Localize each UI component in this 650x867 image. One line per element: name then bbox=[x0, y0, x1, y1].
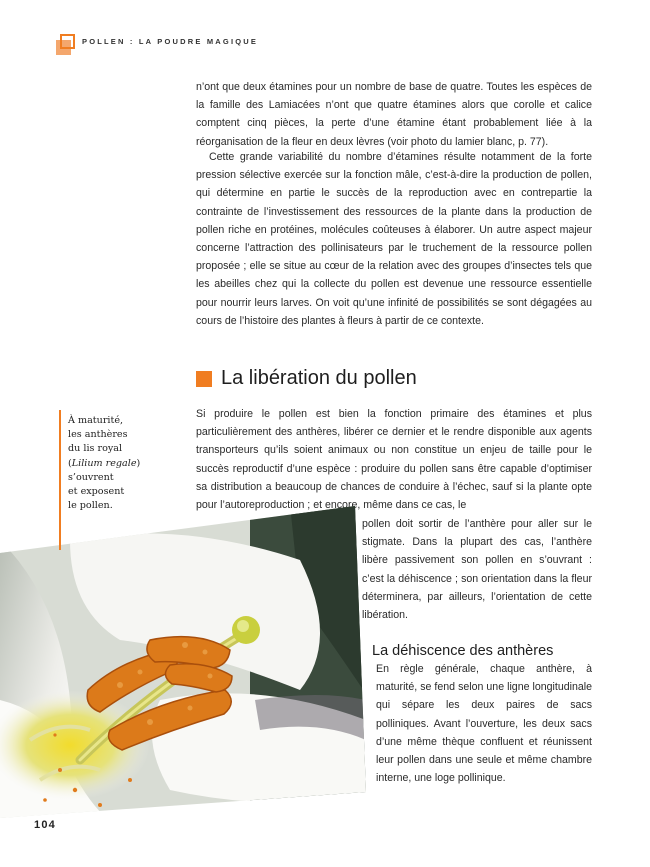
subsection-heading: La déhiscence des anthères bbox=[372, 643, 554, 659]
caption-rule bbox=[59, 410, 61, 550]
body-paragraph-3: Si produire le pollen est bien la fonction primaire des étamines et plus particulièrement des anthères, libérer ce dernier et le rendre disponible aux agents transporteurs qu’ils soient animaux ou non constitue un enjeu de taille pour le succès reproductif d’une espèce : produire du pollen sans être capable d’optimiser sa distribution a beaucoup de chances de conduire à l’échec, sauf si la plante opte pour l’autoreproduction ; et encore, même dans ce cas, le bbox=[196, 408, 592, 512]
running-title: POLLEN : LA POUDRE MAGIQUE bbox=[82, 37, 259, 46]
body-paragraph-4: pollen doit sortir de l’anthère pour aller sur le stigmate. Dans la plupart des cas, l’anthère libère passivement son pollen en s’ouvrant : c’est la déhiscence ; son orientation dans la fleur déterminera, par ailleurs, l’orientation de cette libération. bbox=[362, 518, 592, 622]
photo-caption bbox=[68, 414, 188, 513]
body-paragraph-2: Cette grande variabilité du nombre d’étamines résulte notamment de la forte pression sélective exercée sur la fonction mâle, c’est-à-dire la production de pollen, qui détermine en partie le succès de la reproduction avec en contrepartie la contrainte de l’investissement des ressources de la plante dans la production de pollen riche en protéines, molécules coûteuses à élaborer. Un autre aspect majeur concerne l’attraction des pollinisateurs par le truchement de la ressource pollen proposée ; elle se situe au cœur de la relation avec des groupes d’insectes tels que les abeilles chez qui la collecte du pollen est devenue une ressource essentielle pour nourrir leurs larves. On voit qu’une infinité de possibilités se sont dégagées au cours de l’histoire des plantes à fleurs à partir de ce contexte. bbox=[196, 151, 592, 327]
body-paragraph-5: En règle générale, chaque anthère, à maturité, se fend selon une ligne longitudinale qui sépare les deux paires de sacs polliniques. Avant l’ouverture, les deux sacs d’une même thèque confluent et réunissent leur pollen dans une seule et même chambre interne, une loge pollinique. bbox=[376, 663, 592, 785]
caption-tail: ) s’ouvrent et exposent le pollen. bbox=[68, 457, 141, 512]
caption-species: Lilium regale bbox=[71, 457, 137, 469]
section-heading-text: La libération du pollen bbox=[221, 367, 417, 389]
caption-lead: À maturité, les anthères du lis royal ( bbox=[68, 415, 128, 469]
page-number: 104 bbox=[34, 819, 56, 831]
body-paragraph-1: n’ont que deux étamines pour un nombre de base de quatre. Toutes les espèces de la famille des Lamiacées n’ont que quatre étamines alors que corolle et calice comptent cinq pièces, la perte d’une étamine étant probablement liée à la réorganisation de la fleur en deux lèvres (voir photo du lamier blanc, p. 77). bbox=[196, 81, 592, 148]
